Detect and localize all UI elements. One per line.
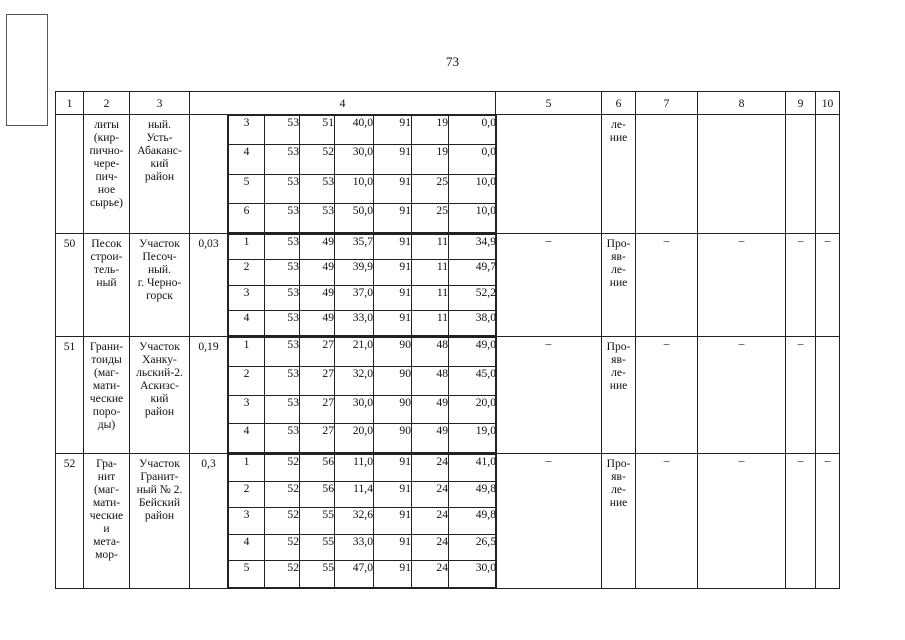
column-header: 1 xyxy=(56,92,84,115)
cell-c8 xyxy=(698,337,786,454)
location-text: ный. Усть- Абаканс- кий район xyxy=(137,118,182,183)
coordinate-value: 49,7 xyxy=(449,260,497,285)
c10-text: – xyxy=(824,234,831,247)
coordinate-value: 4 xyxy=(229,424,265,453)
coordinate-value: 49 xyxy=(300,235,335,260)
coordinate-value: 3 xyxy=(229,116,265,145)
c6-text: ле- ние xyxy=(609,118,628,144)
coordinate-value: 2 xyxy=(229,481,265,508)
coordinate-value: 91 xyxy=(374,174,412,203)
cell-location xyxy=(130,454,190,589)
material-text: Гра- нит (маг- мати- ческие и мета- мор- xyxy=(89,457,124,561)
coordinate-value: 91 xyxy=(374,116,412,145)
coordinate-value: 4 xyxy=(229,145,265,174)
coordinate-value: 39,9 xyxy=(335,260,374,285)
coordinate-value: 11 xyxy=(412,235,449,260)
coordinate-value: 52 xyxy=(265,561,300,588)
coordinate-value: 4 xyxy=(229,534,265,561)
coordinate-row xyxy=(229,116,497,145)
c8-text: – xyxy=(738,337,745,350)
cell-c10 xyxy=(816,337,840,454)
cell-location xyxy=(130,337,190,454)
cell-c10 xyxy=(816,454,840,589)
coordinate-value: 24 xyxy=(412,508,449,535)
coordinate-value: 10,0 xyxy=(449,203,497,232)
cell-area xyxy=(190,337,228,454)
cell-no xyxy=(56,454,84,589)
coordinate-value: 90 xyxy=(374,338,412,367)
cell-no xyxy=(56,234,84,337)
cell-c9 xyxy=(786,115,816,234)
coordinate-value: 91 xyxy=(374,455,412,482)
coordinate-value: 25 xyxy=(412,174,449,203)
c7-text: – xyxy=(663,234,670,247)
coordinate-value: 47,0 xyxy=(335,561,374,588)
page-number: 73 xyxy=(446,54,459,69)
coordinate-value: 11,4 xyxy=(335,481,374,508)
coordinate-value: 10,0 xyxy=(449,174,497,203)
coordinate-value: 38,0 xyxy=(449,310,497,335)
coordinate-value: 2 xyxy=(229,366,265,395)
coordinate-value: 49,8 xyxy=(449,481,497,508)
column-header: 5 xyxy=(496,92,602,115)
coordinate-value: 10,0 xyxy=(335,174,374,203)
cell-material xyxy=(84,337,130,454)
c9-text: – xyxy=(797,454,804,467)
coordinates-cell xyxy=(228,234,496,337)
coordinate-value: 91 xyxy=(374,260,412,285)
coordinate-value: 27 xyxy=(300,395,335,424)
cell-c7 xyxy=(636,454,698,589)
column-header: 7 xyxy=(636,92,698,115)
coordinate-row xyxy=(229,203,497,232)
cell-area xyxy=(190,234,228,337)
coordinate-value: 37,0 xyxy=(335,285,374,310)
coordinate-value: 5 xyxy=(229,174,265,203)
coordinate-value: 3 xyxy=(229,285,265,310)
coordinate-value: 0,0 xyxy=(449,145,497,174)
cell-c5 xyxy=(496,454,602,589)
cell-no xyxy=(56,337,84,454)
coordinate-value: 0,0 xyxy=(449,116,497,145)
coordinate-value: 24 xyxy=(412,561,449,588)
coordinate-row xyxy=(229,424,497,453)
cell-c5 xyxy=(496,115,602,234)
coordinate-value: 53 xyxy=(265,310,300,335)
c7-text: – xyxy=(663,454,670,467)
coordinate-value: 53 xyxy=(265,395,300,424)
cell-c10 xyxy=(816,115,840,234)
column-header: 3 xyxy=(130,92,190,115)
coordinate-row xyxy=(229,561,497,588)
coordinate-value: 11 xyxy=(412,260,449,285)
coordinate-row xyxy=(229,338,497,367)
area-text: 0,19 xyxy=(198,340,219,353)
coordinate-value: 21,0 xyxy=(335,338,374,367)
coordinates-table xyxy=(228,454,497,588)
archive-stamp xyxy=(6,14,48,126)
coordinate-value: 53 xyxy=(265,235,300,260)
coordinates-table xyxy=(228,234,497,336)
coordinate-value: 27 xyxy=(300,366,335,395)
cell-area xyxy=(190,454,228,589)
coordinate-value: 49 xyxy=(412,424,449,453)
coordinate-value: 19 xyxy=(412,145,449,174)
coordinate-value: 53 xyxy=(265,338,300,367)
cell-c6 xyxy=(602,454,636,589)
coordinate-value: 50,0 xyxy=(335,203,374,232)
coordinate-value: 51 xyxy=(300,116,335,145)
material-text: Грани- тоиды (маг- мати- ческие поро- ды) xyxy=(89,340,124,431)
c9-text: – xyxy=(797,234,804,247)
coordinate-value: 52,2 xyxy=(449,285,497,310)
cell-c7 xyxy=(636,234,698,337)
coordinate-row xyxy=(229,455,497,482)
area-text: 0,3 xyxy=(201,457,216,470)
coordinate-value: 52 xyxy=(265,481,300,508)
coordinates-cell xyxy=(228,454,496,589)
c5-text: – xyxy=(545,337,552,350)
coordinate-value: 91 xyxy=(374,561,412,588)
coordinate-value: 27 xyxy=(300,424,335,453)
coordinate-value: 40,0 xyxy=(335,116,374,145)
column-header: 8 xyxy=(698,92,786,115)
coordinate-value: 25 xyxy=(412,203,449,232)
coordinate-value: 53 xyxy=(265,116,300,145)
coordinate-value: 55 xyxy=(300,561,335,588)
coordinate-value: 33,0 xyxy=(335,310,374,335)
coordinate-value: 52 xyxy=(265,534,300,561)
coordinate-row xyxy=(229,310,497,335)
coordinate-row xyxy=(229,366,497,395)
cell-c10 xyxy=(816,234,840,337)
material-text: литы (кир- пично- чере- пич- ное сырье) xyxy=(89,118,124,209)
cell-material xyxy=(84,234,130,337)
coordinate-value: 1 xyxy=(229,455,265,482)
coordinate-value: 26,5 xyxy=(449,534,497,561)
column-header: 6 xyxy=(602,92,636,115)
column-header: 4 xyxy=(190,92,496,115)
coordinate-value: 32,0 xyxy=(335,366,374,395)
cell-area xyxy=(190,115,228,234)
cell-c6 xyxy=(602,337,636,454)
cell-c7 xyxy=(636,337,698,454)
cell-c9 xyxy=(786,454,816,589)
coordinates-cell xyxy=(228,115,496,234)
coordinate-value: 35,7 xyxy=(335,235,374,260)
deposit-row xyxy=(56,454,840,589)
coordinate-row xyxy=(229,174,497,203)
cell-c9 xyxy=(786,337,816,454)
coordinate-value: 30,0 xyxy=(335,395,374,424)
coordinate-value: 53 xyxy=(265,424,300,453)
coordinate-value: 32,6 xyxy=(335,508,374,535)
coordinate-value: 55 xyxy=(300,508,335,535)
deposit-row xyxy=(56,337,840,454)
coordinate-value: 90 xyxy=(374,424,412,453)
coordinate-value: 49 xyxy=(300,285,335,310)
coordinate-value: 52 xyxy=(265,508,300,535)
coordinate-row xyxy=(229,508,497,535)
coordinate-value: 30,0 xyxy=(449,561,497,588)
coordinate-value: 24 xyxy=(412,534,449,561)
coordinate-value: 52 xyxy=(300,145,335,174)
coordinate-value: 49,8 xyxy=(449,508,497,535)
material-text: Песок строи- тель- ный xyxy=(90,237,123,289)
coordinate-value: 48 xyxy=(412,338,449,367)
cell-c7 xyxy=(636,115,698,234)
coordinate-value: 30,0 xyxy=(335,145,374,174)
c5-text: – xyxy=(545,234,552,247)
c6-text: Про- яв- ле- ние xyxy=(606,237,631,289)
cell-location xyxy=(130,115,190,234)
deposits-table xyxy=(55,91,840,589)
c6-text: Про- яв- ле- ние xyxy=(606,457,631,509)
coordinate-value: 49,0 xyxy=(449,338,497,367)
coordinate-value: 4 xyxy=(229,310,265,335)
coordinate-row xyxy=(229,534,497,561)
coordinate-value: 20,0 xyxy=(449,395,497,424)
coordinate-value: 53 xyxy=(265,285,300,310)
coordinate-value: 41,0 xyxy=(449,455,497,482)
coordinate-value: 49 xyxy=(300,260,335,285)
coordinate-value: 53 xyxy=(300,203,335,232)
cell-location xyxy=(130,234,190,337)
coordinate-value: 5 xyxy=(229,561,265,588)
coordinate-value: 49 xyxy=(412,395,449,424)
coordinate-value: 1 xyxy=(229,235,265,260)
coordinate-value: 52 xyxy=(265,455,300,482)
coordinate-value: 53 xyxy=(265,203,300,232)
coordinate-value: 3 xyxy=(229,395,265,424)
coordinate-value: 90 xyxy=(374,395,412,424)
cell-c6 xyxy=(602,115,636,234)
c6-text: Про- яв- ле- ние xyxy=(606,340,631,392)
coordinate-value: 1 xyxy=(229,338,265,367)
coordinate-value: 56 xyxy=(300,455,335,482)
area-text: 0,03 xyxy=(198,237,219,250)
column-header: 9 xyxy=(786,92,816,115)
coordinate-value: 2 xyxy=(229,260,265,285)
coordinate-value: 48 xyxy=(412,366,449,395)
cell-material xyxy=(84,115,130,234)
coordinates-table xyxy=(228,337,497,453)
c8-text: – xyxy=(738,234,745,247)
coordinate-value: 91 xyxy=(374,203,412,232)
coordinate-value: 33,0 xyxy=(335,534,374,561)
cell-material xyxy=(84,454,130,589)
coordinate-value: 6 xyxy=(229,203,265,232)
coordinate-value: 34,9 xyxy=(449,235,497,260)
coordinate-value: 91 xyxy=(374,508,412,535)
cell-c8 xyxy=(698,234,786,337)
cell-c5 xyxy=(496,337,602,454)
deposit-row xyxy=(56,115,840,234)
coordinate-value: 53 xyxy=(265,366,300,395)
cell-c8 xyxy=(698,454,786,589)
no-text: 51 xyxy=(63,340,76,353)
coordinate-value: 91 xyxy=(374,235,412,260)
coordinate-value: 91 xyxy=(374,534,412,561)
coordinate-value: 91 xyxy=(374,310,412,335)
coordinate-value: 45,0 xyxy=(449,366,497,395)
cell-no xyxy=(56,115,84,234)
coordinate-row xyxy=(229,260,497,285)
coordinate-value: 11 xyxy=(412,310,449,335)
coordinate-value: 53 xyxy=(300,174,335,203)
cell-c6 xyxy=(602,234,636,337)
coordinate-value: 91 xyxy=(374,481,412,508)
coordinate-row xyxy=(229,285,497,310)
location-text: Участок Ханку- льский-2. Аскизс- кий район xyxy=(136,340,183,418)
cell-c8 xyxy=(698,115,786,234)
coordinate-value: 19 xyxy=(412,116,449,145)
coordinate-value: 19,0 xyxy=(449,424,497,453)
column-header: 10 xyxy=(816,92,840,115)
coordinate-value: 11 xyxy=(412,285,449,310)
location-text: Участок Гранит- ный № 2. Бейский район xyxy=(136,457,183,522)
coordinate-row xyxy=(229,395,497,424)
coordinate-row xyxy=(229,235,497,260)
coordinate-value: 91 xyxy=(374,285,412,310)
coordinate-value: 55 xyxy=(300,534,335,561)
coordinate-value: 20,0 xyxy=(335,424,374,453)
coordinate-value: 27 xyxy=(300,338,335,367)
coordinate-value: 53 xyxy=(265,260,300,285)
no-text: 50 xyxy=(63,237,76,250)
c10-text: – xyxy=(824,454,831,467)
column-header: 2 xyxy=(84,92,130,115)
c8-text: – xyxy=(738,454,745,467)
coordinate-value: 53 xyxy=(265,145,300,174)
header-row xyxy=(56,92,840,115)
cell-c5 xyxy=(496,234,602,337)
coordinate-value: 24 xyxy=(412,481,449,508)
c9-text: – xyxy=(797,337,804,350)
c7-text: – xyxy=(663,337,670,350)
coordinate-value: 56 xyxy=(300,481,335,508)
coordinate-value: 91 xyxy=(374,145,412,174)
c5-text: – xyxy=(545,454,552,467)
no-text: 52 xyxy=(63,457,76,470)
location-text: Участок Песоч- ный. г. Черно- горск xyxy=(137,237,182,302)
coordinate-row xyxy=(229,145,497,174)
cell-c9 xyxy=(786,234,816,337)
deposit-row xyxy=(56,234,840,337)
coordinate-value: 3 xyxy=(229,508,265,535)
coordinate-value: 24 xyxy=(412,455,449,482)
coordinates-table xyxy=(228,115,497,233)
coordinate-value: 11,0 xyxy=(335,455,374,482)
coordinate-value: 53 xyxy=(265,174,300,203)
coordinate-value: 49 xyxy=(300,310,335,335)
coordinates-cell xyxy=(228,337,496,454)
coordinate-row xyxy=(229,481,497,508)
coordinate-value: 90 xyxy=(374,366,412,395)
